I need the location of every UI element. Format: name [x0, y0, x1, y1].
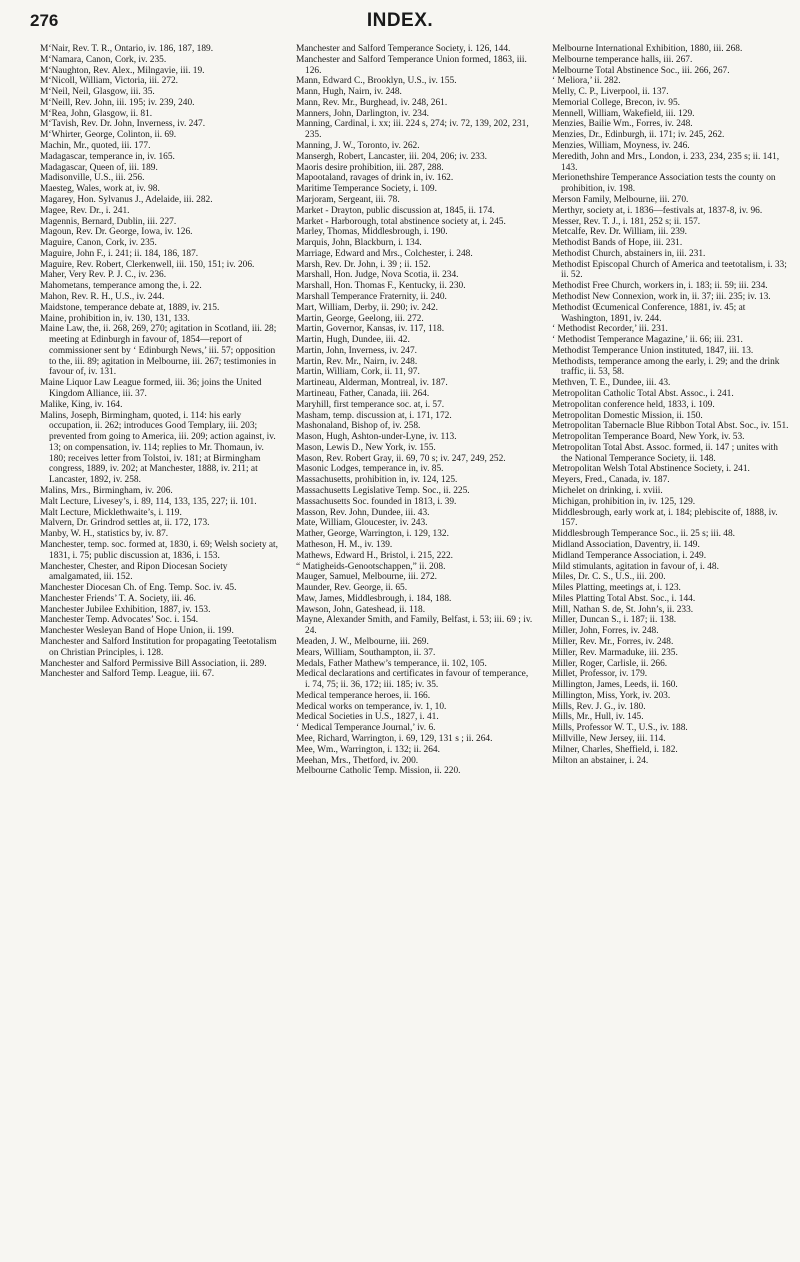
index-entry: Manchester Jubilee Exhibition, 1887, iv. 153. — [40, 604, 211, 615]
index-entry: “ Matigheids-Genootschappen,” ii. 208. — [296, 561, 446, 572]
index-entry: Methven, T. E., Dundee, iii. 43. — [552, 378, 671, 389]
index-entry: Madagascar, Queen of, iii. 189. — [40, 162, 158, 173]
index-entry: Methodist Œcumenical Conference, 1881, iv. 45; at Washington, 1891, iv. 244. — [552, 302, 746, 324]
index-entry: Manchester Friends’ T. A. Society, iii. 46. — [40, 593, 196, 604]
index-entry: Midland Association, Daventry, ii. 149. — [552, 539, 700, 550]
index-entry: Miles Platting, meetings at, i. 123. — [552, 583, 681, 594]
index-entry: Meehan, Mrs., Thetford, iv. 200. — [296, 755, 419, 766]
index-entry: Martin, John, Inverness, iv. 247. — [296, 345, 417, 356]
index-entry: Menzies, Bailie Wm., Forres, iv. 248. — [552, 119, 693, 130]
index-entry: Manchester, temp. soc. formed at, 1830, i. 69; Welsh society at, 1831, i. 75; public discussion at, 1836, i. 153. — [40, 539, 278, 561]
index-entry: Melbourne temperance halls, iii. 267. — [552, 54, 693, 65]
index-entry: M‘Naughton, Rev. Alex., Milngavie, iii. 19. — [40, 65, 205, 76]
index-entry: Maunder, Rev. George, ii. 65. — [296, 583, 408, 594]
index-entry: Mills, Rev. J. G., iv. 180. — [552, 701, 646, 712]
index-entry: Maw, James, Middlesbrough, i. 184, 188. — [296, 593, 452, 604]
index-entry: Martin, William, Cork, ii. 11, 97. — [296, 367, 420, 378]
index-entry: Miles Platting Total Abst. Soc., i. 144. — [552, 593, 696, 604]
index-entry: Maryhill, first temperance soc. at, i. 57. — [296, 399, 445, 410]
index-entry: Milton an abstainer, i. 24. — [552, 755, 649, 766]
index-entry: Mason, Lewis D., New York, iv. 155. — [296, 442, 436, 453]
index-entry: Mee, Wm., Warrington, i. 132; ii. 264. — [296, 744, 440, 755]
index-entry: Merson Family, Melbourne, iii. 270. — [552, 194, 689, 205]
index-entry: Mills, Mr., Hull, iv. 145. — [552, 712, 644, 723]
index-entry: Miles, Dr. C. S., U.S., iii. 200. — [552, 572, 666, 583]
index-entry: Melbourne International Exhibition, 1880, iii. 268. — [552, 44, 743, 54]
index-entry: Magennis, Bernard, Dublin, iii. 227. — [40, 216, 177, 227]
index-entry: Madagascar, temperance in, iv. 165. — [40, 151, 175, 162]
index-entry: Maoris desire prohibition, iii. 287, 288. — [296, 162, 444, 173]
index-entry: Martin, Rev. Mr., Nairn, iv. 248. — [296, 356, 418, 367]
page-header — [0, 0, 800, 36]
index-entry: M‘Rea, John, Glasgow, ii. 81. — [40, 108, 153, 119]
index-entry: Medical Societies in U.S., 1827, i. 41. — [296, 712, 439, 723]
index-entry: Millville, New Jersey, iii. 114. — [552, 734, 666, 744]
index-entry: Matheson, H. M., iv. 139. — [296, 539, 393, 550]
index-entry: Merthyr, society at, i. 1836—festivals at, 1837-8, iv. 96. — [552, 205, 763, 216]
index-entry: Maine, prohibition in, iv. 130, 131, 133. — [40, 313, 190, 324]
index-entry: ‘ Medical Temperance Journal,’ iv. 6. — [296, 723, 436, 734]
index-entry: Mild stimulants, agitation in favour of, i. 48. — [552, 561, 719, 572]
index-entry: Miller, Roger, Carlisle, ii. 266. — [552, 658, 668, 669]
index-entry: Massachusetts Soc. founded in 1813, i. 39. — [296, 496, 457, 507]
index-entry: Methodist Free Church, workers in, i. 183; ii. 59; iii. 234. — [552, 281, 768, 292]
index-entry: Metcalfe, Rev. Dr. William, iii. 239. — [552, 227, 688, 238]
index-entry: Marriage, Edward and Mrs., Colchester, i. 248. — [296, 248, 473, 259]
index-entry: Mee, Richard, Warrington, i. 69, 129, 131 s ; ii. 264. — [296, 734, 493, 744]
index-entry: Mawson, John, Gateshead, ii. 118. — [296, 604, 426, 615]
index-entry: Meredith, John and Mrs., London, i. 233, 234, 235 s; ii. 141, 143. — [552, 151, 780, 173]
index-entry: Martineau, Father, Canada, iii. 264. — [296, 389, 430, 399]
index-entry: Mann, Edward C., Brooklyn, U.S., iv. 155. — [296, 76, 457, 87]
index-entry: Marshall Temperance Fraternity, ii. 240. — [296, 291, 447, 302]
index-entry: Methodist New Connexion, work in, ii. 37; iii. 235; iv. 13. — [552, 291, 771, 302]
index-entry: Metropolitan conference held, 1833, i. 109. — [552, 399, 715, 410]
index-entry: Methodist Temperance Union instituted, 1847, iii. 13. — [552, 345, 754, 356]
index-entry: Miller, Rev. Mr., Forres, iv. 248. — [552, 636, 674, 647]
index-entry: Meaden, J. W., Melbourne, iii. 269. — [296, 636, 429, 647]
index-entry: Metropolitan Tabernacle Blue Ribbon Total Abst. Soc., iv. 151. — [552, 421, 789, 432]
index-entry: M‘Tavish, Rev. Dr. John, Inverness, iv. 247. — [40, 119, 206, 130]
index-entry: Marquis, John, Blackburn, i. 134. — [296, 238, 422, 249]
index-column-3 — [552, 44, 790, 1252]
index-entry: Mills, Professor W. T., U.S., iv. 188. — [552, 723, 688, 734]
index-entry: Melbourne Catholic Temp. Mission, ii. 220. — [296, 766, 461, 777]
index-entry: Mashonaland, Bishop of, iv. 258. — [296, 421, 421, 432]
index-entry: Methodist Church, abstainers in, iii. 231. — [552, 248, 706, 259]
index-entry: Manchester and Salford Temperance Society, i. 126, 144. — [296, 44, 511, 54]
index-entry: Manchester and Salford Permissive Bill Association, ii. 289. — [40, 658, 267, 669]
index-entry: Midland Temperance Association, i. 249. — [552, 550, 707, 561]
index-entry: Maher, Very Rev. P. J. C., iv. 236. — [40, 270, 167, 281]
index-entry: Martineau, Alderman, Montreal, iv. 187. — [296, 378, 448, 389]
index-entry: Mauger, Samuel, Melbourne, iii. 272. — [296, 572, 438, 583]
index-entry: Manners, John, Darlington, iv. 234. — [296, 108, 429, 119]
index-entry: Manchester Diocesan Ch. of Eng. Temp. Soc. iv. 45. — [40, 583, 237, 594]
index-entry: Massachusetts Legislative Temp. Soc., ii. 225. — [296, 486, 470, 497]
index-entry: Manchester and Salford Temperance Union formed, 1863, iii. 126. — [296, 54, 527, 76]
index-entry: Maine Liquor Law League formed, iii. 36; joins the United Kingdom Alliance, iii. 37. — [40, 378, 262, 399]
index-entry: Maritime Temperance Society, i. 109. — [296, 184, 437, 195]
index-entry: Metropolitan Temperance Board, New York, iv. 53. — [552, 432, 745, 443]
index-entry: Miller, John, Forres, iv. 248. — [552, 626, 659, 637]
index-entry: Mate, William, Gloucester, iv. 243. — [296, 518, 428, 529]
index-entry: Mann, Hugh, Nairn, iv. 248. — [296, 87, 402, 98]
index-entry: Meyers, Fred., Canada, iv. 187. — [552, 475, 670, 486]
index-entry: Malt Lecture, Micklethwaite’s, i. 119. — [40, 507, 182, 518]
index-entry: M‘Nair, Rev. T. R., Ontario, iv. 186, 187, 189. — [40, 44, 214, 54]
index-entry: Manchester, Chester, and Ripon Diocesan Society amalgamated, iii. 152. — [40, 561, 228, 583]
index-entry: Methodist Bands of Hope, iii. 231. — [552, 238, 683, 249]
index-entry: M‘Whirter, George, Colinton, ii. 69. — [40, 130, 177, 141]
index-entry: M‘Neil, Neil, Glasgow, iii. 35. — [40, 87, 155, 98]
index-entry: Melbourne Total Abstinence Soc., iii. 266, 267. — [552, 65, 730, 76]
index-entry: Marsh, Rev. Dr. John, i. 39 ; ii. 152. — [296, 259, 431, 270]
index-entry: Millington, James, Leeds, ii. 160. — [552, 680, 678, 691]
index-entry: Millington, Miss, York, iv. 203. — [552, 690, 671, 701]
index-entry: Milner, Charles, Sheffield, i. 182. — [552, 744, 678, 755]
index-entry: Malins, Mrs., Birmingham, iv. 206. — [40, 486, 173, 497]
index-entry: Marshall, Hon. Thomas F., Kentucky, ii. 230. — [296, 281, 466, 292]
index-entry: Messer, Rev. T. J., i. 181, 252 s; ii. 157. — [552, 216, 701, 227]
index-entry: Market - Drayton, public discussion at, 1845, ii. 174. — [296, 205, 495, 216]
index-entry: Manchester Temp. Advocates’ Soc. i. 154. — [40, 615, 199, 626]
index-entry: Metropolitan Welsh Total Abstinence Society, i. 241. — [552, 464, 750, 475]
index-entry: Marjoram, Sergeant, iii. 78. — [296, 194, 400, 205]
index-entry: Mayne, Alexander Smith, and Family, Belfast, i. 53; iii. 69 ; iv. 24. — [296, 615, 533, 637]
index-entry: Maguire, John F., i. 241; ii. 184, 186, 187. — [40, 248, 199, 259]
index-entry: Malike, King, iv. 164. — [40, 399, 123, 410]
index-entry: Medical temperance heroes, ii. 166. — [296, 690, 431, 701]
index-entry: Masonic Lodges, temperance in, iv. 85. — [296, 464, 444, 475]
index-entry: Mann, Rev. Mr., Burghead, iv. 248, 261. — [296, 97, 448, 108]
index-entry: Market - Harborough, total abstinence society at, i. 245. — [296, 216, 506, 227]
index-entry: Martin, George, Geelong, iii. 272. — [296, 313, 424, 324]
index-entry: Mears, William, Southampton, ii. 37. — [296, 647, 436, 658]
index-entry: Maesteg, Wales, work at, iv. 98. — [40, 184, 160, 195]
index-entry: Mather, George, Warrington, i. 129, 132. — [296, 529, 449, 540]
index-entry: Middlesbrough, early work at, i. 184; plebiscite of, 1888, iv. 157. — [552, 507, 778, 529]
index-entry: Michelet on drinking, i. xviii. — [552, 486, 663, 497]
index-entry: Maguire, Rev. Robert, Clerkenwell, iii. 150, 151; iv. 206. — [40, 259, 255, 270]
index-entry: Millet, Professor, iv. 179. — [552, 669, 648, 680]
page-number: 276 — [30, 11, 59, 30]
index-entry: Mill, Nathan S. de, St. John’s, ii. 233. — [552, 604, 694, 615]
index-entry: Mapootaland, ravages of drink in, iv. 162. — [296, 173, 454, 184]
index-entry: Malvern, Dr. Grindrod settles at, ii. 172, 173. — [40, 518, 210, 529]
index-columns — [40, 44, 792, 1252]
index-entry: Madisonville, U.S., iii. 256. — [40, 173, 145, 184]
index-column-1 — [40, 44, 278, 1252]
index-entry: Manning, Cardinal, i. xx; iii. 224 s, 274; iv. 72, 139, 202, 231, 235. — [296, 119, 529, 141]
index-entry: Melly, C. P., Liverpool, ii. 137. — [552, 87, 669, 98]
index-entry: M‘Nicoll, William, Victoria, iii. 272. — [40, 76, 179, 87]
index-entry: Masson, Rev. John, Dundee, iii. 43. — [296, 507, 430, 518]
index-entry: Mahon, Rev. R. H., U.S., iv. 244. — [40, 291, 165, 302]
index-entry: Maine Law, the, ii. 268, 269, 270; agitation in Scotland, iii. 28; meeting at Edinburgh in favour of, 1854—report of commissioner sent by ‘ Edinburgh News,’ iii. 57; opposition to the, iii. 89; agitation in Melbourne, iii. 267; testimonies in favour of, iv. 131. — [40, 324, 277, 378]
index-entry: M‘Namara, Canon, Cork, iv. 235. — [40, 54, 167, 65]
index-entry: Manby, W. H., statistics by, iv. 87. — [40, 529, 169, 540]
index-entry: Mathews, Edward H., Bristol, i. 215, 222. — [296, 550, 454, 561]
index-entry: Mahometans, temperance among the, i. 22. — [40, 281, 202, 292]
index-entry: Magee, Rev. Dr., i. 241. — [40, 205, 130, 216]
index-entry: Mennell, William, Wakefield, iii. 129. — [552, 108, 695, 119]
index-entry: Manning, J. W., Toronto, iv. 262. — [296, 141, 420, 152]
index-entry: ‘ Methodist Temperance Magazine,’ ii. 66; iii. 231. — [552, 335, 743, 346]
index-entry: Metropolitan Domestic Mission, ii. 150. — [552, 410, 703, 421]
index-column-2 — [296, 44, 534, 1252]
index-entry: Merionethshire Temperance Association tests the county on prohibition, iv. 198. — [552, 173, 776, 195]
index-entry: Magoun, Rev. Dr. George, Iowa, iv. 126. — [40, 227, 193, 238]
index-entry: ‘ Methodist Recorder,’ iii. 231. — [552, 324, 668, 335]
index-entry: Miller, Rev. Marmaduke, iii. 235. — [552, 647, 678, 658]
index-entry: Medical declarations and certificates in favour of temperance, i. 74, 75; ii. 36, 172; iii. 185; iv. 35. — [296, 669, 529, 691]
index-entry: Medical works on temperance, iv. 1, 10. — [296, 701, 447, 712]
index-entry: ‘ Meliora,’ ii. 282. — [552, 76, 621, 87]
index-entry: M‘Neill, Rev. John, iii. 195; iv. 239, 240. — [40, 97, 195, 108]
index-entry: Massachusetts, prohibition in, iv. 124, 125. — [296, 475, 458, 486]
index-entry: Metropolitan Catholic Total Abst. Assoc., i. 241. — [552, 389, 734, 399]
index-entry: Malt Lecture, Livesey’s, i. 89, 114, 133, 135, 227; ii. 101. — [40, 496, 257, 507]
index-entry: Miller, Duncan S., i. 187; ii. 138. — [552, 615, 677, 626]
index-entry: Menzies, William, Moyness, iv. 246. — [552, 141, 690, 152]
index-entry: Malins, Joseph, Birmingham, quoted, i. 114: his early occupation, ii. 262; introduces Good Templary, iii. 203; prevented from going to America, iii. 209; action against, iv. 13; on compensation, iv. 114; replies to Mr. Thomaun, iv. 180; receives letter from Tolstoi, iv. 181; at Birmingham congress, 1889, iv. 202; at Manchester, 1888, iv. 211; at Lancaster, 1892, iv. 258. — [40, 410, 276, 486]
index-entry: Medals, Father Mathew’s temperance, ii. 102, 105. — [296, 658, 487, 669]
index-entry: Mason, Rev. Robert Gray, ii. 69, 70 s; iv. 247, 249, 252. — [296, 453, 506, 464]
index-entry: Machin, Mr., quoted, iii. 177. — [40, 141, 151, 152]
index-entry: Methodists, temperance among the early, i. 29; and the drink traffic, ii. 53, 58. — [552, 356, 780, 378]
index-entry: Maguire, Canon, Cork, iv. 235. — [40, 238, 157, 249]
index-entry: Magarey, Hon. Sylvanus J., Adelaide, iii. 282. — [40, 194, 213, 205]
index-entry: Marley, Thomas, Middlesbrough, i. 190. — [296, 227, 448, 238]
index-entry: Manchester Wesleyan Band of Hope Union, ii. 199. — [40, 626, 234, 637]
index-entry: Middlesbrough Temperance Soc., ii. 25 s; iii. 48. — [552, 529, 735, 540]
index-entry: Memorial College, Brecon, iv. 95. — [552, 97, 681, 108]
index-entry: Martin, Governor, Kansas, iv. 117, 118. — [296, 324, 445, 335]
page-title: INDEX. — [366, 10, 434, 31]
index-entry: Michigan, prohibition in, iv. 125, 129. — [552, 496, 696, 507]
index-entry: Masham, temp. discussion at, i. 171, 172. — [296, 410, 452, 421]
index-entry: Mart, William, Derby, ii. 290; iv. 242. — [296, 302, 438, 313]
index-entry: Marshall, Hon. Judge, Nova Scotia, ii. 234. — [296, 270, 459, 281]
index-entry: Martin, Hugh, Dundee, iii. 42. — [296, 335, 410, 346]
index-entry: Methodist Episcopal Church of America and teetotalism, i. 33; ii. 52. — [552, 259, 787, 281]
index-entry: Mason, Hugh, Ashton-under-Lyne, iv. 113. — [296, 432, 457, 443]
index-entry: Mansergh, Robert, Lancaster, iii. 204, 206; iv. 233. — [296, 151, 487, 162]
index-entry: Metropolitan Total Abst. Assoc. formed, ii. 147 ; unites with the National Temperance Society, ii. 148. — [552, 442, 778, 464]
index-entry: Manchester and Salford Institution for propagating Teetotalism on Christian Principles, i. 128. — [40, 636, 277, 658]
index-entry: Manchester and Salford Temp. League, iii. 67. — [40, 669, 215, 680]
index-entry: Menzies, Dr., Edinburgh, ii. 171; iv. 245, 262. — [552, 130, 725, 141]
index-entry: Maidstone, temperance debate at, 1889, iv. 215. — [40, 302, 220, 313]
